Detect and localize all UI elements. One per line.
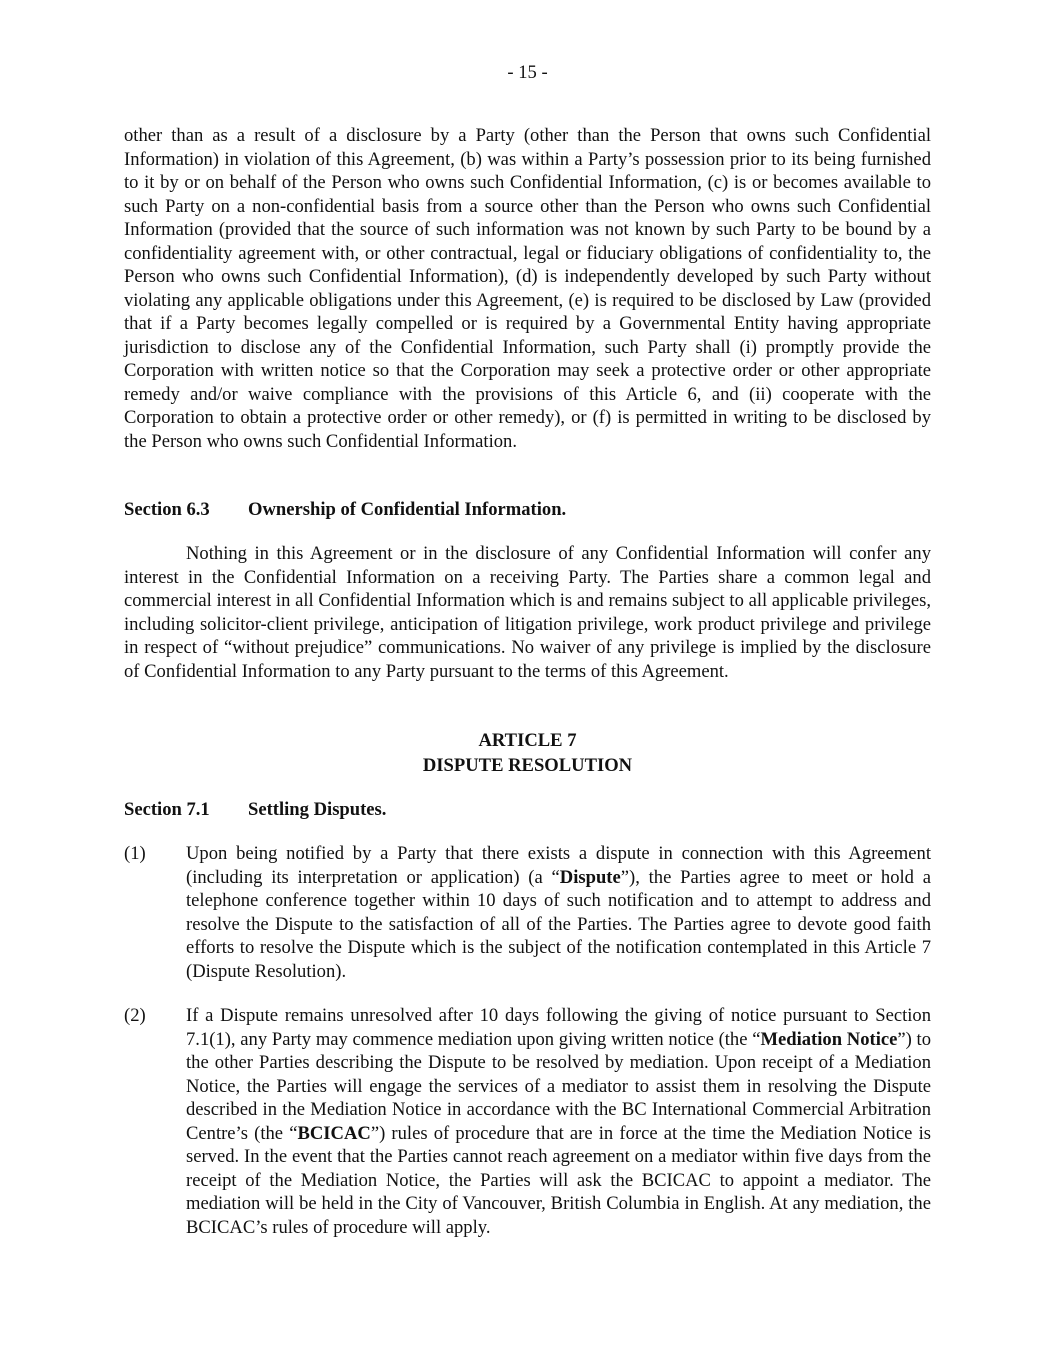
section-number: Section 6.3 [124,499,210,520]
subsection-text [186,1004,931,1239]
subsection-2 [124,1004,931,1239]
section-number: Section 7.1 [124,799,210,820]
article-title: DISPUTE RESOLUTION [422,755,633,776]
text-run: ”) rules of procedure that are in force at the time the Mediation Notice is served. In the event that the Parties cannot reach agreement on a mediator within five days from the receipt of the Mediation Notice, the Parties will ask the BCICAC to appoint a mediator. The mediation will be held in the City of Vancouver, British Columbia in English. At any mediation, the BCICAC’s rules of procedure will apply. [186,1122,931,1238]
section-7-1-heading [124,798,931,822]
section-title: Ownership of Confidential Information. [248,499,567,520]
subsection-text [186,842,931,983]
defined-term: BCICAC [297,1122,371,1144]
text-run: ”), the Parties agree to meet or hold a telephone conference together within 10 days of such notification and to attempt to address and resolve the Dispute to the satisfaction of all of the Parties. The Parties agree to devote good faith efforts to resolve the Dispute which is the subject of the notification contemplated in this Article 7 (Dispute Resolution). [186,866,931,982]
section-title: Settling Disputes. [248,799,387,820]
text-run: ”) to the other Parties describing the Dispute to be resolved by mediation. Upon receipt of a Mediation Notice, the Parties will engage the services of a mediator to assist them in resolving the Dispute described in the Mediation Notice in accordance with the BC International Commercial Arbitration Centre’s (the “ [186,1028,932,1144]
article-number: ARTICLE 7 [478,730,577,751]
defined-term: Mediation Notice [760,1028,898,1050]
article-heading [124,728,931,778]
section-6-3-body: Nothing in this Agreement or in the disclosure of any Confidential Information will confer any interest in the Confidential Information on a receiving Party. The Parties share a common legal and commercial interest in all Confidential Information which is and remains subject to all applicable privileges, including solicitor-client privilege, anticipation of litigation privilege, work product privilege and privilege in respect of “without prejudice” communications. No waiver of any privilege is implied by the disclosure of Confidential Information to any Party pursuant to the terms of this Agreement. [124,543,931,682]
defined-term: Dispute [559,866,621,888]
section-6-3-heading [124,498,931,522]
subsection-1 [124,842,931,983]
subsection-label: (2) [124,1005,146,1026]
page-number: - 15 - [507,62,548,83]
text-run: Upon being notified by a Party that there exists a dispute in connection with this Agreement (including its interpretation or application) (a “ [186,843,931,888]
subsection-label: (1) [124,843,146,864]
continuation-paragraph: other than as a result of a disclosure by a Party (other than the Person that owns such Confidential Information) in violation of this Agreement, (b) was within a Party’s possession prior to its being furnished to it by or on behalf of the Person who owns such Confidential Information, (c) is or becomes available to such Party on a non-confidential basis from a source other than the Person who owns such Confidential Information (provided that the source of such information was not known by such Party to be bound by a confidentiality agreement with, or other contractual, legal or fiduciary obligations of confidentiality to, the Person who owns such Confidential Information), (d) is independently developed by such Party without violating any applicable obligations under this Agreement, (e) is required to be disclosed by Law (provided that if a Party becomes legally compelled or is required by a Governmental Entity having appropriate jurisdiction to disclose any of the Confidential Information, such Party shall (i) promptly provide the Corporation with written notice so that the Corporation may seek a protective order or other appropriate remedy and/or waive compliance with the provisions of this Article 6, and (ii) cooperate with the Corporation to obtain a protective order or other remedy), or (f) is permitted in writing to be disclosed by the Person who owns such Confidential Information. [124,125,931,452]
text-run: If a Dispute remains unresolved after 10 days following the giving of notice pursuant to Section 7.1(1), any Party may commence mediation upon giving written notice (the “ [186,1005,931,1050]
